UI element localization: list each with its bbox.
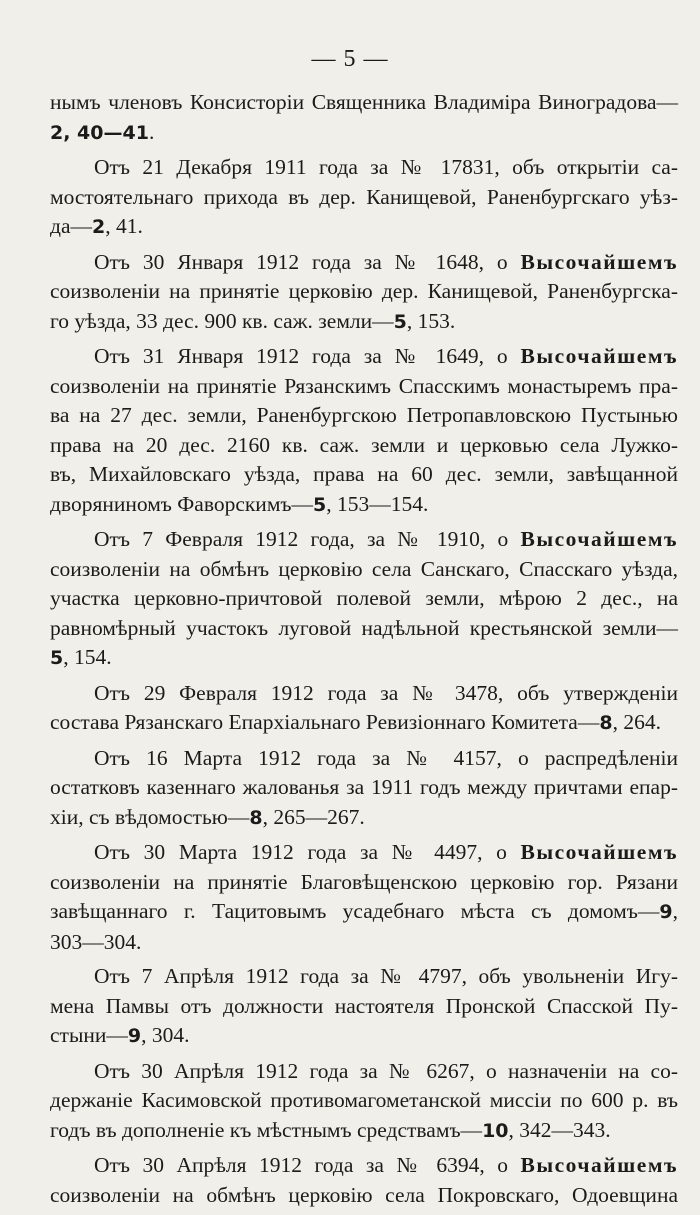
text-line (50, 401, 678, 431)
text-line (50, 460, 678, 490)
text-line (50, 525, 678, 555)
text-run: мостоятельнаго прихода въ дер. Канищевой, Раненбургскаго уѣз- (50, 184, 678, 209)
text-run: стыни— (50, 1023, 128, 1047)
text-run: Отъ 7 Февраля 1912 года, за № 1910, о (94, 527, 521, 551)
text-run: Отъ 21 Декабря 1911 года за № 17831, объ открытіи са- (94, 155, 678, 179)
text-line (50, 1086, 678, 1116)
text-line (50, 838, 678, 868)
decree-entry (50, 525, 678, 674)
text-run: , 304. (141, 1023, 190, 1047)
text-line (50, 307, 678, 338)
decree-entry (50, 744, 678, 834)
text-line (50, 803, 678, 834)
text-line (50, 868, 678, 898)
issue-number: 5 (50, 647, 64, 669)
text-run: Отъ 31 Января 1912 года за № 1649, о (94, 344, 521, 368)
text-run: Отъ 30 Апрѣля 1912 года за № 6394, о (94, 1153, 521, 1177)
text-run: ва на 27 дес. земли, Раненбургскою Петропавловскою Пустынью (50, 403, 678, 427)
issue-number: 9 (127, 1025, 142, 1047)
text-run: Отъ 16 Марта 1912 года за № 4157, о распредѣленіи (94, 745, 678, 770)
text-run: . (148, 119, 155, 144)
decree-entry (50, 838, 678, 957)
text-run: соизволеніи на обмѣнъ церковію села Покровскаго, Одоевщина (50, 1182, 678, 1207)
text-line (50, 962, 678, 992)
decree-entry (50, 153, 678, 243)
text-run: , 264. (612, 710, 661, 734)
text-line (50, 490, 678, 521)
text-line (50, 773, 678, 803)
text-run: состава Рязанскаго Епархіальнаго Ревизіоннаго Комитета— (50, 710, 600, 734)
text-line (50, 1151, 678, 1181)
issue-number: 9 (659, 901, 673, 923)
text-line (50, 372, 678, 402)
text-line (50, 431, 678, 461)
issue-number: 5 (313, 493, 327, 516)
text-line (50, 1021, 678, 1052)
text-line (50, 277, 678, 307)
text-line (50, 992, 678, 1022)
text-run: остатковъ казеннаго жалованья за 1911 годъ между причтами епар- (50, 775, 678, 799)
text-run: дворяниномъ Фаворскимъ— (50, 491, 314, 516)
text-run: да— (50, 214, 92, 238)
text-run: держаніе Касимовской противомагометанской миссіи по 600 р. въ (50, 1088, 678, 1112)
text-line (50, 897, 678, 928)
text-line (50, 1181, 678, 1211)
text-run: , 41. (105, 214, 143, 238)
text-line (50, 153, 678, 183)
issue-number: 8 (599, 712, 613, 734)
emphasized-word: Высочайшемъ (520, 249, 678, 274)
text-run: , 153—154. (326, 491, 429, 516)
text-line (50, 342, 678, 372)
issue-number: 8 (249, 806, 263, 829)
emphasized-word: Высочайшемъ (520, 527, 678, 551)
text-run: , 265—267. (262, 804, 365, 829)
text-run: соизволеніи на принятіе Благовѣщенскою церковію гор. Рязани (50, 869, 678, 894)
text-run: , 154. (63, 645, 112, 669)
text-run: годъ въ дополненіе къ мѣстнымъ средствамъ— (50, 1117, 483, 1142)
decree-entry (50, 1151, 678, 1210)
text-line (50, 679, 678, 709)
decree-entry (50, 1057, 678, 1147)
emphasized-word: Высочайшемъ (520, 1153, 678, 1177)
text-line (50, 708, 678, 739)
text-run: , (672, 899, 678, 923)
text-run: соизволеніи на обмѣнъ церковію села Санскаго, Спасскаго уѣзда, (50, 556, 678, 581)
text-run: завѣщаннаго г. Тацитовымъ усадебнаго мѣста съ домомъ— (50, 899, 660, 923)
text-line (50, 88, 678, 118)
text-run: , 153. (406, 308, 456, 333)
text-run: хіи, съ вѣдомостью— (50, 804, 250, 829)
emphasized-word: Высочайшемъ (520, 840, 678, 864)
decree-entry (50, 248, 678, 338)
decree-entry (50, 679, 678, 739)
text-line (50, 744, 678, 774)
text-line (50, 212, 678, 243)
text-line (50, 1057, 678, 1087)
text-line (50, 118, 678, 149)
text-run: соизволеніи на принятіе Рязанскимъ Спасскимъ монастыремъ пра- (50, 373, 678, 398)
issue-number: 10 (482, 1119, 509, 1142)
text-line (50, 928, 678, 958)
page-number: — 5 — (311, 46, 389, 72)
text-run: 303—304. (50, 929, 142, 954)
issue-number: 2 (91, 216, 106, 238)
text-run: го уѣзда, 33 дес. 900 кв. саж. земли— (50, 308, 394, 333)
decree-entry (50, 962, 678, 1052)
text-line (50, 584, 678, 614)
issue-number: 5 (393, 310, 407, 333)
text-run: Отъ 30 Апрѣля 1912 года за № 6267, о назначеніи на со- (94, 1058, 678, 1083)
text-run: , 342—343. (508, 1117, 611, 1142)
text-line (50, 1116, 678, 1147)
text-run: Отъ 30 Января 1912 года за № 1648, о (94, 249, 521, 274)
text-run: права на 20 дес. 2160 кв. саж. земли и церковью села Лужко- (50, 432, 678, 457)
text-run: участка церковно-причтовой полевой земли, мѣрою 2 дес., на (50, 586, 678, 610)
text-line (50, 183, 678, 213)
text-run: мена Памвы отъ должности настоятеля Пронской Спасской Пу- (50, 993, 678, 1018)
text-run: соизволеніи на принятіе церковію дер. Канищевой, Раненбургска- (50, 279, 678, 303)
text-run: равномѣрный участокъ луговой надѣльной крестьянской земли— (50, 615, 678, 640)
decree-entry (50, 88, 678, 148)
text-run: Отъ 7 Апрѣля 1912 года за № 4797, объ увольненіи Игу- (94, 964, 678, 988)
issue-number: 2, 40—41 (50, 121, 149, 144)
text-line (50, 643, 678, 674)
text-line (50, 248, 678, 278)
emphasized-word: Высочайшемъ (520, 344, 678, 368)
text-line (50, 555, 678, 585)
text-run: Отъ 29 Февраля 1912 года за № 3478, объ утвержденіи (94, 680, 678, 705)
text-run: Отъ 30 Марта 1912 года за № 4497, о (94, 840, 521, 864)
text-run: въ, Михайловскаго уѣзда, права на 60 дес. земли, завѣщанной (50, 462, 678, 486)
text-line (50, 614, 678, 644)
text-run: нымъ членовъ Консисторіи Священника Владиміра Виноградова— (50, 90, 678, 114)
decree-entry (50, 342, 678, 520)
page-body (50, 88, 678, 1215)
